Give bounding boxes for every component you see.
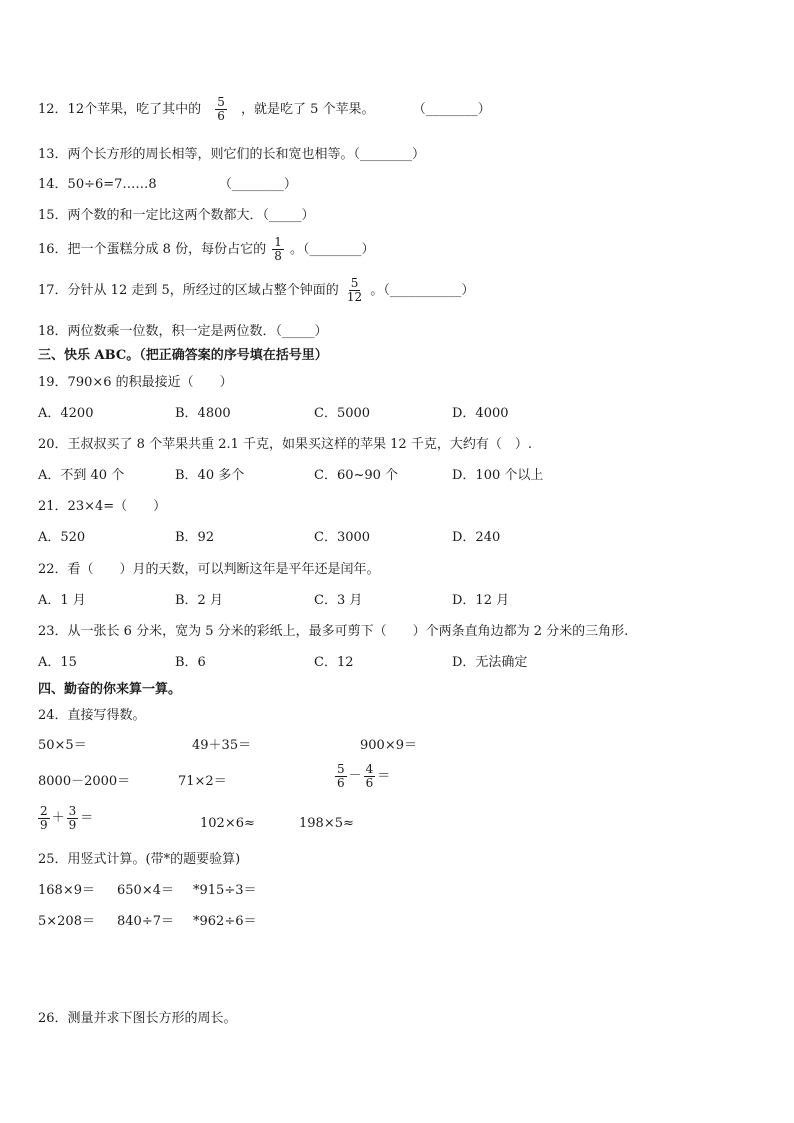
question-20: 20．王叔叔买了 8 个苹果共重 2.1 千克，如果买这样的苹果 12 千克，大约有（ ）. [38, 437, 532, 452]
q19-option-c[interactable]: C．5000 [314, 406, 371, 421]
q21-option-b[interactable]: B．92 [175, 530, 215, 545]
q24-sub-frac-2-num: 4 [365, 762, 374, 776]
q19-option-a[interactable]: A．4200 [38, 406, 94, 421]
q20-option-c[interactable]: C．60~90 个 [314, 468, 399, 483]
q17-suffix: 。（___________） [370, 283, 475, 298]
question-23: 23．从一张长 6 分米，宽为 5 分米的彩纸上，最多可剪下（ ）个两条直角边都为 2 分米的三角形. [38, 624, 629, 639]
q25-item-4: 5×208＝ [38, 914, 95, 929]
q19-option-d[interactable]: D．4000 [452, 406, 509, 421]
question-18: 18．两位数乘一位数，积一定是两位数．（_____） [38, 324, 328, 339]
q24-add-frac-2-den: 9 [68, 818, 77, 832]
question-16 [38, 236, 375, 263]
q24-add-equals: ＝ [80, 810, 94, 826]
q24-item-5: 71×2＝ [178, 774, 227, 789]
q24-item-4: 8000－2000＝ [38, 774, 131, 789]
q25-item-5: 840÷7＝ [117, 914, 174, 929]
q17-prefix: 17．分针从 12 走到 5，所经过的区域占整个钟面的 [38, 283, 339, 298]
q17-fraction-denominator: 12 [346, 290, 363, 304]
q20-option-a[interactable]: A．不到 40 个 [38, 468, 125, 483]
q12-suffix: ，就是吃了 5 个苹果。 [241, 102, 375, 117]
question-15: 15．两个数的和一定比这两个数都大．（_____） [38, 208, 315, 223]
q16-fraction [272, 236, 284, 263]
q24-add-frac-2-num: 3 [68, 804, 77, 818]
q19-option-b[interactable]: B．4800 [175, 406, 231, 421]
question-24-title: 24．直接写得数。 [38, 708, 146, 723]
q23-option-d[interactable]: D．无法确定 [452, 655, 528, 670]
q22-option-b[interactable]: B．2 月 [175, 593, 223, 608]
q24-item-1: 50×5＝ [38, 738, 87, 753]
q12-answer-blank[interactable]: （________） [412, 102, 491, 117]
q12-fraction-numerator: 5 [217, 95, 225, 109]
section-3-heading: 三、快乐 ABC。（把正确答案的序号填在括号里） [38, 348, 328, 363]
q25-item-3: *915÷3＝ [193, 883, 257, 898]
q24-fraction-subtraction [333, 763, 390, 790]
q21-option-d[interactable]: D．240 [452, 530, 501, 545]
q24-add-operator: ＋ [51, 810, 65, 826]
q23-option-c[interactable]: C．12 [314, 655, 354, 670]
q25-item-1: 168×9＝ [38, 883, 95, 898]
q16-fraction-denominator: 8 [274, 249, 282, 263]
question-17 [38, 277, 474, 304]
q24-sub-operator: － [348, 768, 362, 784]
q24-sub-frac-2 [364, 763, 376, 790]
q12-fraction-denominator: 6 [217, 109, 225, 123]
question-21: 21．23×4=（ ） [38, 499, 167, 514]
q22-option-a[interactable]: A．1 月 [38, 593, 86, 608]
question-26: 26．测量并求下图长方形的周长。 [38, 1011, 237, 1026]
question-25-title: 25．用竖式计算。(带*的题要验算) [38, 852, 241, 867]
q24-item-6: 102×6≈ [200, 816, 255, 831]
q24-add-frac-1-num: 2 [40, 804, 48, 818]
question-12 [38, 96, 491, 123]
q24-add-frac-2 [67, 805, 79, 832]
q24-sub-frac-2-den: 6 [365, 776, 374, 790]
q24-item-3: 900×9＝ [360, 738, 417, 753]
q22-option-d[interactable]: D．12 月 [452, 593, 510, 608]
q12-prefix: 12．12个苹果，吃了其中的 [38, 102, 202, 117]
q20-option-b[interactable]: B．40 多个 [175, 468, 245, 483]
q23-option-b[interactable]: B．6 [175, 655, 206, 670]
q22-option-c[interactable]: C．3 月 [314, 593, 363, 608]
q24-fraction-addition [36, 805, 93, 832]
q25-item-2: 650×4＝ [117, 883, 174, 898]
q24-sub-equals: ＝ [377, 768, 391, 784]
q24-item-2: 49＋35＝ [192, 738, 252, 753]
q23-option-a[interactable]: A．15 [38, 655, 77, 670]
q25-item-6: *962÷6＝ [193, 914, 257, 929]
q16-prefix: 16．把一个蛋糕分成 8 份，每份占它的 [38, 242, 267, 257]
question-13: 13．两个长方形的周长相等，则它们的长和宽也相等。（________） [38, 147, 426, 162]
question-14 [38, 176, 297, 194]
q24-sub-frac-1-den: 6 [337, 776, 345, 790]
q24-sub-frac-1-num: 5 [337, 762, 345, 776]
q21-option-a[interactable]: A．520 [38, 530, 86, 545]
q14-answer-blank[interactable]: （________） [218, 177, 297, 192]
q21-option-c[interactable]: C．3000 [314, 530, 371, 545]
q24-add-frac-1 [38, 805, 50, 832]
q24-item-7: 198×5≈ [299, 816, 354, 831]
question-19: 19．790×6 的积最接近（ ） [38, 375, 233, 390]
question-22: 22．看（ ）月的天数，可以判断这年是平年还是闰年。 [38, 562, 380, 577]
q16-suffix: 。（________） [290, 242, 375, 257]
q17-fraction-numerator: 5 [350, 276, 359, 290]
q17-fraction [345, 277, 364, 304]
q14-text: 14．50÷6=7……8 [38, 177, 157, 192]
q24-sub-frac-1 [335, 763, 347, 790]
section-4-heading: 四、勤奋的你来算一算。 [38, 682, 182, 697]
q20-option-d[interactable]: D．100 个以上 [452, 468, 544, 483]
q16-fraction-numerator: 1 [274, 235, 282, 249]
q12-fraction [215, 96, 227, 123]
q24-add-frac-1-den: 9 [40, 818, 48, 832]
